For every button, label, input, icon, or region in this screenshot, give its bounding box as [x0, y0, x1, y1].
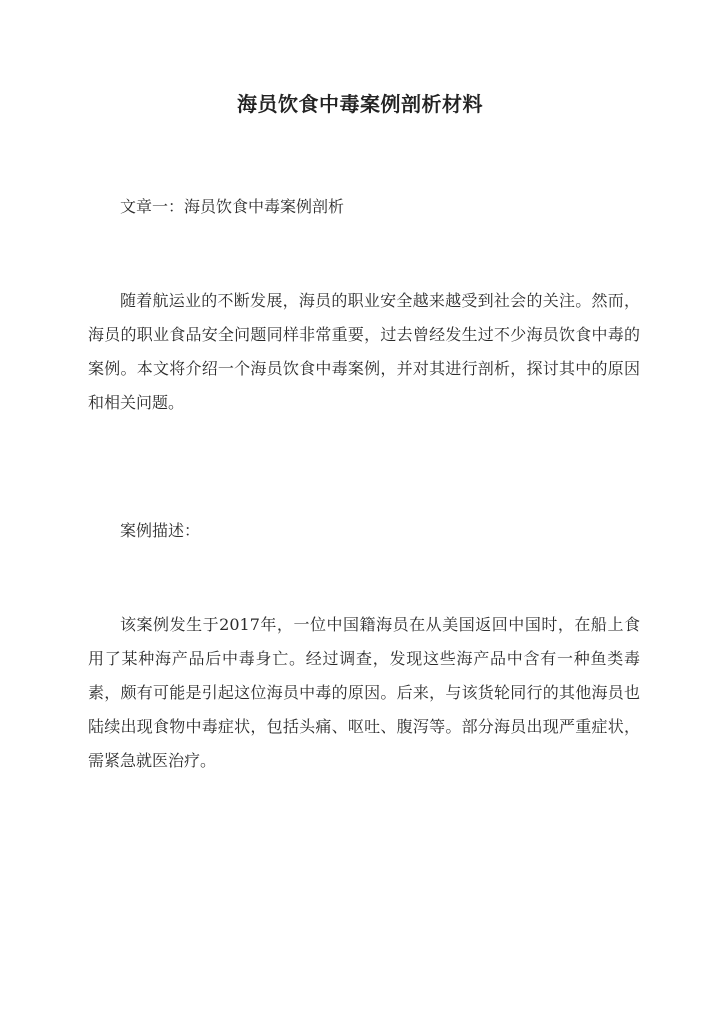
intro-paragraph: 随着航运业的不断发展，海员的职业安全越来越受到社会的关注。然而，海员的职业食品安全问题同样非常重要，过去曾经发生过不少海员饮食中毒的案例。本文将介绍一个海员饮食中毒案例，并对其进行剖析，探讨其中的原因和相关问题。	[88, 291, 640, 412]
document-title: 海员饮食中毒案例剖析材料	[237, 92, 483, 116]
case-heading: 案例描述：	[120, 521, 201, 540]
article-subtitle: 文章一：海员饮食中毒案例剖析	[120, 197, 345, 216]
case-description-paragraph: 该案例发生于2017年，一位中国籍海员在从美国返回中国时，在船上食用了某种海产品后中毒身亡。经过调查，发现这些海产品中含有一种鱼类毒素，颇有可能是引起这位海员中毒的原因。后来，与该货轮同行的其他海员也陆续出现食物中毒症状，包括头痛、呕吐、腹泻等。部分海员出现严重症状，需紧急就医治疗。	[88, 615, 640, 770]
